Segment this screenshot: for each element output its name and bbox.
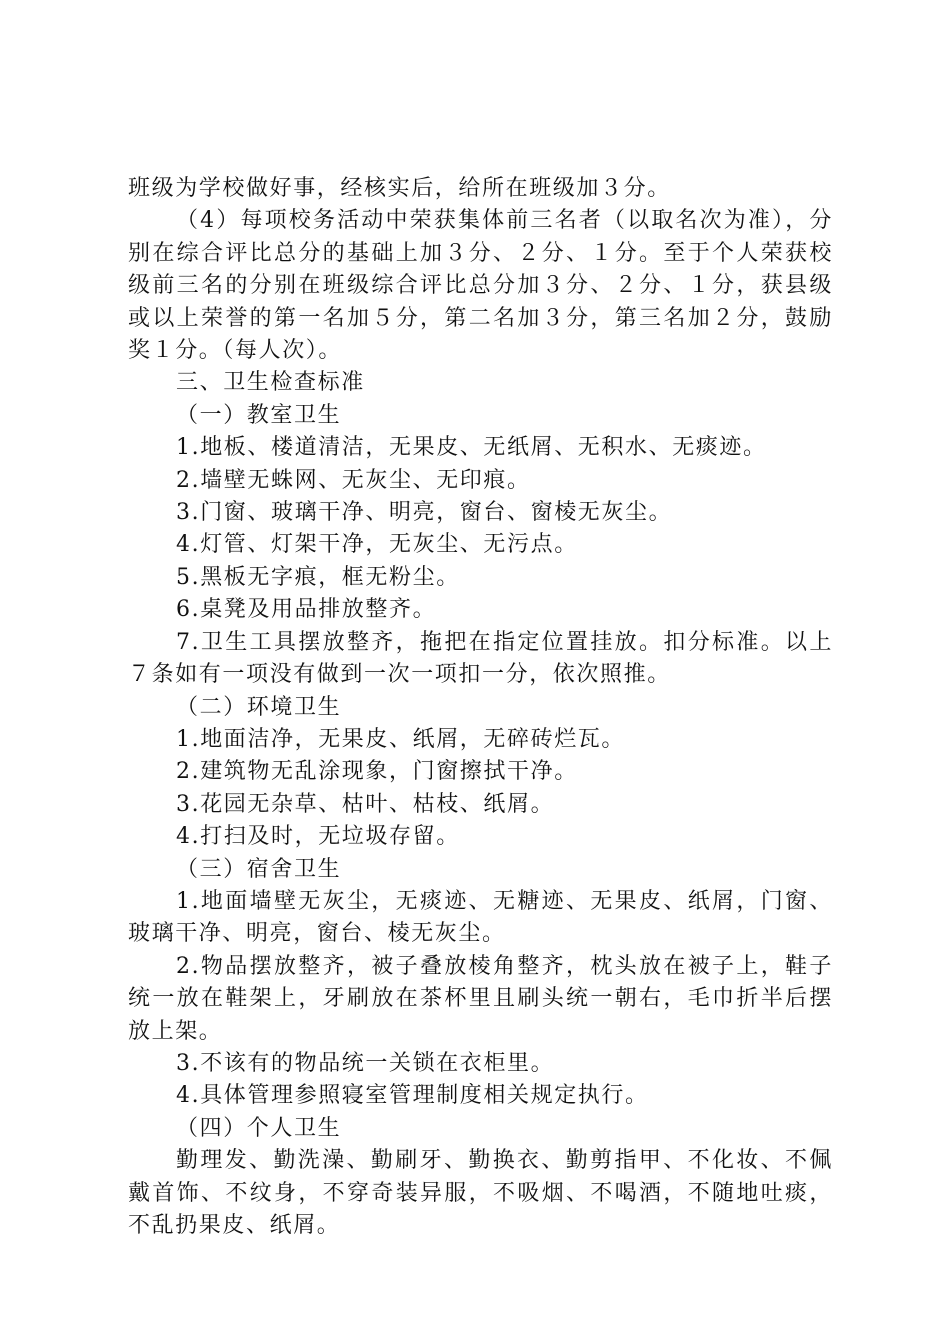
- list-item: 4.打扫及时，无垃圾存留。: [176, 824, 460, 850]
- list-item: 4.灯管、灯架干净，无灰尘、无污点。: [176, 532, 578, 558]
- list-item: 1.地面洁净，无果皮、纸屑，无碎砖烂瓦。: [176, 726, 625, 752]
- list-item: 2.墙壁无蛛网、无灰尘、无印痕。: [176, 467, 531, 493]
- paragraph-personal-hygiene: 勤理发、勤洗澡、勤刷牙、勤换衣、勤剪指甲、不化妆、不佩戴首饰、不纹身，不穿奇装异服，不吸烟、不喝酒，不随地吐痰，不乱扔果皮、纸屑。: [128, 1148, 833, 1238]
- list-item: 1.地板、楼道清洁，无果皮、无纸屑、无积水、无痰迹。: [176, 435, 767, 461]
- list-item: 1.地面墙壁无灰尘，无痰迹、无糖迹、无果皮、纸屑，门窗、玻璃干净、明亮，窗台、棱无灰尘。: [128, 888, 833, 947]
- list-item: 5.黑板无字痕，框无粉尘。: [176, 564, 460, 590]
- paragraph-award-points: （4）每项校务活动中荣获集体前三名者（以取名次为准），分别在综合评比总分的基础上加３分、２分、１分。至于个人荣获校级前三名的分别在班级综合评比总分加３分、２分、１分，获县级或以上荣誉的第一名加５分，第二名加３分，第三名加２分，鼓励奖１分。（每人次）。: [128, 208, 833, 364]
- section-heading-hygiene-standards: 三、卫生检查标准: [176, 370, 365, 396]
- list-item: 3.花园无杂草、枯叶、枯枝、纸屑。: [176, 791, 555, 817]
- list-item: 4.具体管理参照寝室管理制度相关规定执行。: [176, 1083, 649, 1109]
- subheading-dormitory-hygiene: （三）宿舍卫生: [176, 856, 342, 882]
- subheading-environment-hygiene: （二）环境卫生: [176, 694, 342, 720]
- list-item: 2.物品摆放整齐，被子叠放棱角整齐，枕头放在被子上，鞋子统一放在鞋架上，牙刷放在茶杯里且刷头统一朝右，毛巾折半后摆放上架。: [128, 953, 833, 1044]
- list-item: 3.门窗、玻璃干净、明亮，窗台、窗棱无灰尘。: [176, 500, 673, 526]
- paragraph-continuation: 班级为学校做好事，经核实后，给所在班级加３分。: [128, 176, 671, 201]
- subheading-classroom-hygiene: （一）教室卫生: [176, 402, 342, 428]
- list-item: 6.桌凳及用品排放整齐。: [176, 597, 437, 623]
- subheading-personal-hygiene: （四）个人卫生: [176, 1115, 342, 1141]
- list-item: 2.建筑物无乱涂现象，门窗擦拭干净。: [176, 759, 578, 785]
- document-body: [128, 173, 833, 1242]
- list-item: 7.卫生工具摆放整齐，拖把在指定位置挂放。扣分标准。以上７条如有一项没有做到一次一项扣一分，依次照推。: [128, 629, 833, 688]
- list-item: 3.不该有的物品统一关锁在衣柜里。: [176, 1050, 555, 1076]
